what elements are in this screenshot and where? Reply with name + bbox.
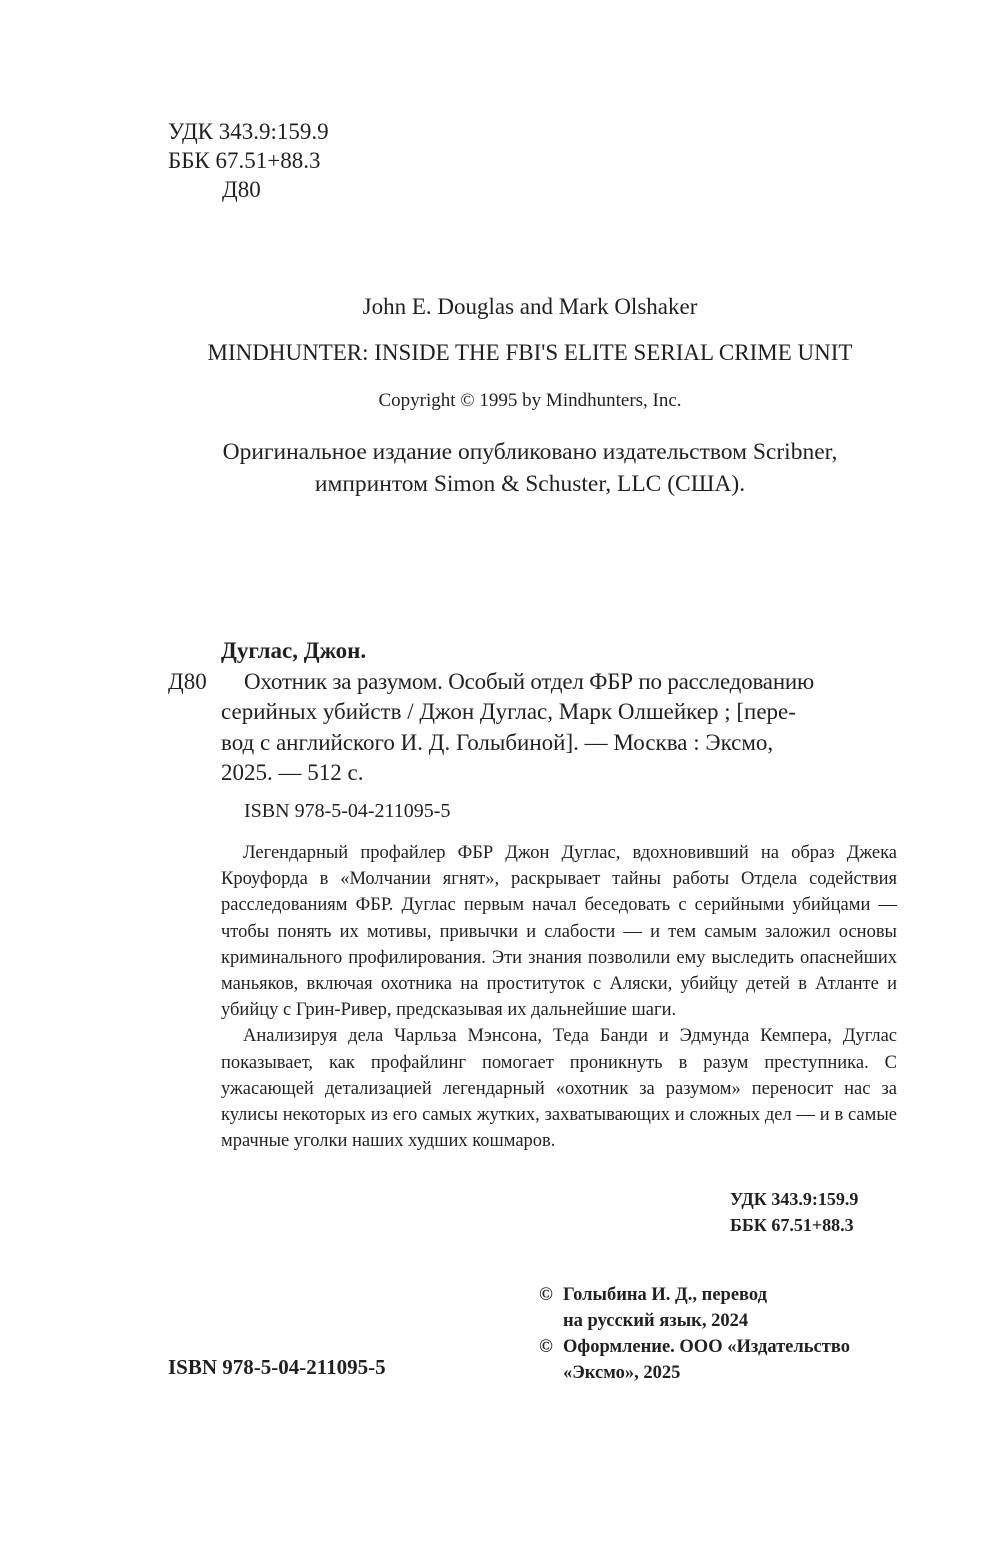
copyright-line: «Эксмо», 2025 [563,1363,681,1383]
bbk-code: ББК 67.51+88.3 [730,1215,854,1235]
classification-top [168,117,329,204]
bbk-code: ББК 67.51+88.3 [168,148,321,173]
description-line: серийных убийств / Джон Дуглас, Марк Олшейкер ; [пере- [221,699,796,724]
isbn-record: ISBN 978-5-04-211095-5 [244,800,451,822]
author-mark: Д80 [222,177,261,202]
udk-code: УДК 343.9:159.9 [730,1189,859,1209]
original-title: MINDHUNTER: INSIDE THE FBI'S ELITE SERIAL CRIME UNIT [207,340,853,365]
publisher-line: импринтом Simon & Schuster, LLC (США). [314,471,746,497]
description-line: 2025. — 512 с. [221,760,364,785]
copyright-line: на русский язык, 2024 [563,1311,749,1331]
author-mark: Д80 [168,668,207,694]
copyright-line: Оформление. ООО «Издательство [563,1337,850,1357]
copyright-notice [539,1334,850,1386]
copyright-line: Голыбина И. Д., перевод [563,1285,767,1305]
udk-code: УДК 343.9:159.9 [168,119,329,144]
copyright-icon: © [539,1285,553,1305]
original-authors: John E. Douglas and Mark Olshaker [362,294,698,319]
original-publisher-note [0,436,1000,500]
copyright-notice [539,1282,850,1334]
copyright-notices [539,1282,850,1386]
annotation-paragraph: Анализируя дела Чарльза Мэнсона, Теда Банди и Эдмунда Кемпера, Дуглас показывает, как профайлинг помогает проникнуть в разум преступника. С ужасающей детализацией легендарный «охотник за разумом» переносит нас за кулисы некоторых из его самых жутких, захватывающих и сложных дел — и в самые мрачные уголки наших худших кошмаров. [221,1026,897,1152]
description-line: вод с английского И. Д. Голыбиной]. — Москва : Эксмо, [221,729,774,755]
description-line: Охотник за разумом. Особый отдел ФБР по расследованию [244,668,815,694]
annotation-paragraph: Легендарный профайлер ФБР Джон Дуглас, вдохновивший на образ Джека Кроуфорда в «Молчании ягнят», раскрывает тайны работы Отдела содействия расследованиям ФБР. Дуглас первым начал беседовать с серийными убийцами — чтобы понять их мотивы, привычки и слабости — и тем самым заложил основы криминального профилирования. Эти знания позволили ему выследить опаснейших маньяков, включая охотника на проституток с Аляски, убийцу детей в Атланте и убийцу с Грин-Ривер, предсказывая их дальнейшие шаги. [221,843,897,1021]
author-heading: Дуглас, Джон. [221,638,367,663]
publisher-line: Оригинальное издание опубликовано издательством Scribner, [222,439,838,465]
annotation [221,840,897,1154]
copyright-icon: © [539,1337,553,1357]
classification-bottom [730,1186,858,1238]
bibliographic-record [168,636,898,789]
isbn-footer: ISBN 978-5-04-211095-5 [168,1355,386,1379]
original-copyright: Copyright © 1995 by Mindhunters, Inc. [378,390,682,411]
